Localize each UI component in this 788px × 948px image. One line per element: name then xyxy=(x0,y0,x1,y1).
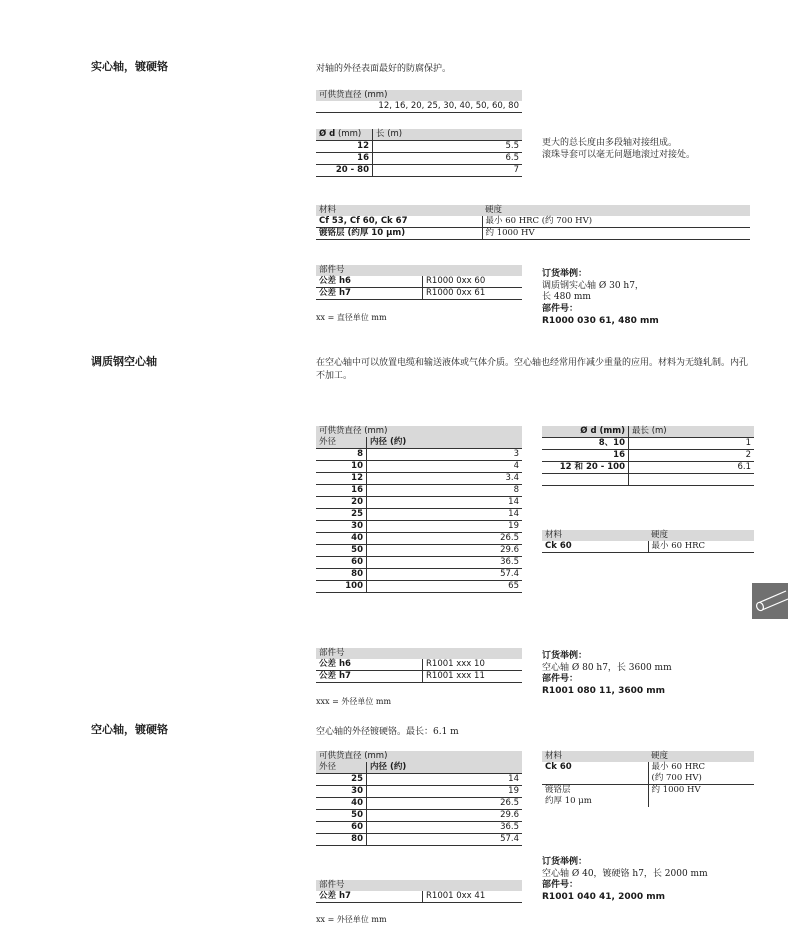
table-row xyxy=(316,545,522,557)
table-cell: 29.6 xyxy=(367,810,523,822)
order-line: 空心轴 Ø 40，镀硬铬 h7，长 2000 mm xyxy=(542,868,708,879)
table-cell: 25 xyxy=(316,509,367,521)
available-diameters-table xyxy=(316,90,522,113)
table-cell: 60 xyxy=(316,822,367,834)
table-cell: R1000 0xx 61 xyxy=(423,288,523,300)
table-cell: 镀铬层 (约厚 10 μm) xyxy=(316,228,482,240)
table-row xyxy=(316,810,522,822)
table-cell: 公差 h7 xyxy=(316,891,423,903)
table-cell: 3 xyxy=(367,449,523,461)
part-number-note: xx = 直径单位 mm xyxy=(316,313,387,322)
header-length: 长 (m) xyxy=(373,129,523,141)
table-cell: 7 xyxy=(373,165,523,177)
table-row xyxy=(316,774,522,786)
order-title: 订货举例： xyxy=(542,651,588,661)
table-cell: 16 xyxy=(316,485,367,497)
table-header: 部件号 xyxy=(316,648,522,659)
chrome-hollow-part-number-table xyxy=(316,880,522,903)
table-cell: 26.5 xyxy=(367,798,523,810)
order-part-number: R1001 080 11, 3600 mm xyxy=(542,686,666,697)
table-cell: 1 xyxy=(629,438,755,450)
header-outer: 外径 xyxy=(316,437,367,449)
table-cell: (约 700 HV) xyxy=(648,773,754,785)
header-hardness: 硬度 xyxy=(648,530,754,541)
table-row xyxy=(316,461,522,473)
table-cell: 100 xyxy=(316,581,367,593)
table-cell: 公差 h6 xyxy=(316,276,423,288)
table-cell: 80 xyxy=(316,569,367,581)
table-cell: 25 xyxy=(316,774,367,786)
part-number-note: xx = 外径单位 mm xyxy=(316,915,387,924)
table-cell: 57.4 xyxy=(367,834,523,846)
chrome-hollow-material-table xyxy=(542,751,754,807)
header-inner: 内径 (约) xyxy=(367,437,523,449)
table-cell: 8 xyxy=(367,485,523,497)
order-part-number: R1000 030 61, 480 mm xyxy=(542,315,659,326)
material-table xyxy=(316,205,750,240)
table-row xyxy=(316,569,522,581)
table-row xyxy=(316,533,522,545)
table-cell: 36.5 xyxy=(367,822,523,834)
table-header: 部件号 xyxy=(316,265,522,276)
table-cell: R1001 xxx 10 xyxy=(423,659,523,671)
table-header: 可供货直径 (mm) xyxy=(316,90,522,101)
order-part-number: R1001 040 41, 2000 mm xyxy=(542,892,666,903)
table-cell: 公差 h6 xyxy=(316,659,423,671)
table-cell: Cf 53, Cf 60, Ck 67 xyxy=(316,216,482,228)
header-outer: 外径 xyxy=(316,762,367,774)
table-cell: R1000 0xx 60 xyxy=(423,276,523,288)
table-cell: 50 xyxy=(316,810,367,822)
table-cell: 6.5 xyxy=(373,153,523,165)
table-cell: 20 - 80 xyxy=(316,165,373,177)
header-hardness: 硬度 xyxy=(648,751,754,762)
table-row xyxy=(316,521,522,533)
table-cell: 14 xyxy=(367,509,523,521)
section-title-hollow: 调质钢空心轴 xyxy=(91,355,157,368)
table-row xyxy=(316,822,522,834)
order-line: 调质钢实心轴 Ø 30 h7， xyxy=(542,280,644,291)
table-cell: 14 xyxy=(367,774,523,786)
table-header: 可供货直径 (mm) xyxy=(316,426,522,437)
order-example xyxy=(542,651,772,698)
table-cell: 29.6 xyxy=(367,545,523,557)
table-cell: 30 xyxy=(316,521,367,533)
table-cell: 最小 60 HRC (约 700 HV) xyxy=(482,216,750,228)
table-cell: 80 xyxy=(316,834,367,846)
table-cell: 14 xyxy=(367,497,523,509)
table-cell: 50 xyxy=(316,545,367,557)
order-part-label: 部件号： xyxy=(542,674,579,685)
table-cell: 4 xyxy=(367,461,523,473)
header-material: 材料 xyxy=(542,530,648,541)
order-title: 订货举例： xyxy=(542,857,588,867)
shaft-icon xyxy=(752,583,788,619)
order-part-label: 部件号： xyxy=(542,880,579,891)
table-cell: 5.5 xyxy=(373,141,523,153)
table-cell: 公差 h7 xyxy=(316,288,423,300)
table-row xyxy=(316,485,522,497)
table-header: 可供货直径 (mm) xyxy=(316,751,522,762)
table-cell: Ck 60 xyxy=(542,762,648,773)
section-intro: 空心轴的外径镀硬铬。最长：6.1 m xyxy=(316,727,459,737)
table-cell: 10 xyxy=(316,461,367,473)
header-hardness: 硬度 xyxy=(482,205,750,216)
length-note: 更大的总长度由多段轴对接组成。 滚珠导套可以毫无问题地滚过对接处。 xyxy=(542,138,696,161)
table-cell: 2 xyxy=(629,450,755,462)
table-cell: 8 xyxy=(316,449,367,461)
table-cell: 20 xyxy=(316,497,367,509)
order-example xyxy=(542,269,772,327)
diameter-values: 12, 16, 20, 25, 30, 40, 50, 60, 80 xyxy=(316,101,522,113)
order-line: 空心轴 Ø 80 h7，长 3600 mm xyxy=(542,662,672,673)
table-cell: 镀铬层 xyxy=(542,785,648,797)
table-cell: 12 xyxy=(316,473,367,485)
order-part-label: 部件号： xyxy=(542,304,579,315)
table-cell: 3.4 xyxy=(367,473,523,485)
order-line: 长 480 mm xyxy=(542,292,591,303)
table-row xyxy=(316,798,522,810)
section-intro: 在空心轴中可以放置电缆和输送液体或气体介质。空心轴也经常用作减少重量的应用。材料为无缝轧制。内孔不加工。 xyxy=(316,358,749,381)
header-diameter: Ø d xyxy=(319,129,336,139)
table-cell: 8、10 xyxy=(542,438,629,450)
header-material: 材料 xyxy=(542,751,648,762)
table-cell: 约 1000 HV xyxy=(651,785,701,795)
table-row xyxy=(316,473,522,485)
table-cell: 57.4 xyxy=(367,569,523,581)
table-cell: Ck 60 xyxy=(542,541,648,553)
table-cell: 60 xyxy=(316,557,367,569)
table-row xyxy=(316,509,522,521)
header-material: 材料 xyxy=(316,205,482,216)
header-diameter: Ø d (mm) xyxy=(542,426,629,438)
table-cell: 12 xyxy=(316,141,373,153)
table-cell: 约厚 10 μm xyxy=(542,796,648,807)
header-diameter-unit: (mm) xyxy=(337,129,362,139)
table-cell: 40 xyxy=(316,533,367,545)
order-title: 订货举例： xyxy=(542,269,588,279)
table-cell: 6.1 xyxy=(629,462,755,474)
table-cell: 最小 60 HRC xyxy=(651,762,706,772)
table-cell: 公差 h7 xyxy=(316,671,423,683)
chrome-hollow-diameter-table xyxy=(316,751,522,846)
table-cell: 26.5 xyxy=(367,533,523,545)
table-row xyxy=(316,581,522,593)
table-cell: R1001 xxx 11 xyxy=(423,671,523,683)
table-row xyxy=(316,497,522,509)
table-cell: 65 xyxy=(367,581,523,593)
table-row xyxy=(316,557,522,569)
length-table xyxy=(316,129,522,177)
header-length: 最长 (m) xyxy=(629,426,755,438)
section-title-solid-chrome: 实心轴，镀硬铬 xyxy=(91,60,168,73)
table-cell: 约 1000 HV xyxy=(482,228,750,240)
hollow-length-table xyxy=(542,426,754,486)
part-number-note: xxx = 外径单位 mm xyxy=(316,697,392,706)
header-inner: 内径 (约) xyxy=(367,762,523,774)
table-cell: R1001 0xx 41 xyxy=(423,891,523,903)
table-row xyxy=(316,834,522,846)
hollow-part-number-table xyxy=(316,648,522,683)
section-intro: 对轴的外径表面最好的防腐保护。 xyxy=(316,64,452,74)
hollow-diameter-table xyxy=(316,426,522,593)
part-number-table xyxy=(316,265,522,300)
order-example xyxy=(542,857,782,904)
table-row xyxy=(316,449,522,461)
table-cell: 12 和 20 - 100 xyxy=(542,462,629,474)
table-row xyxy=(316,786,522,798)
table-cell: 16 xyxy=(542,450,629,462)
section-title-hollow-chrome: 空心轴，镀硬铬 xyxy=(91,723,168,736)
table-cell: 30 xyxy=(316,786,367,798)
table-cell: 16 xyxy=(316,153,373,165)
table-cell: 最小 60 HRC xyxy=(648,541,754,553)
hollow-material-table xyxy=(542,530,754,553)
table-cell: 19 xyxy=(367,786,523,798)
table-header: 部件号 xyxy=(316,880,522,891)
table-cell: 36.5 xyxy=(367,557,523,569)
table-cell: 19 xyxy=(367,521,523,533)
table-cell: 40 xyxy=(316,798,367,810)
